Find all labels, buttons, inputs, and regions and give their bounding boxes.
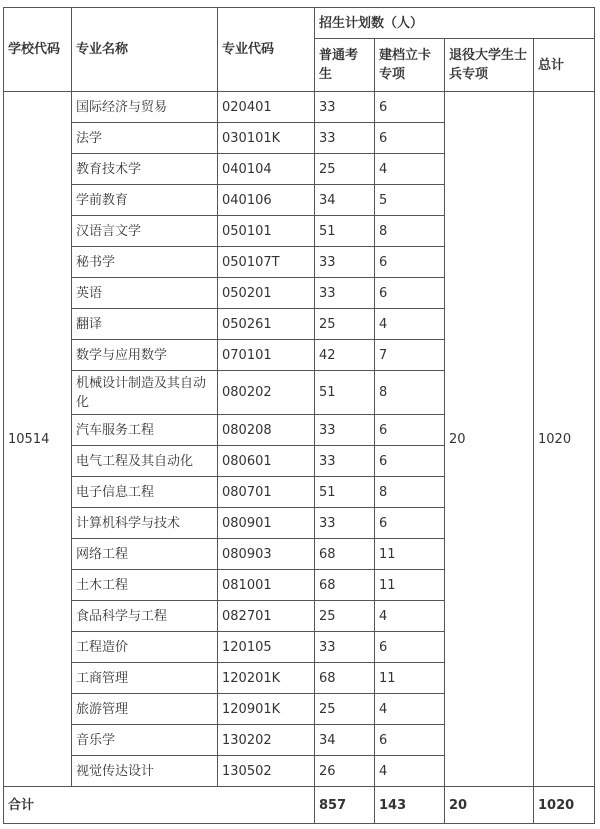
regular-count-cell: 25 (315, 154, 375, 185)
major-name-cell: 视觉传达设计 (72, 756, 218, 787)
regular-count-cell: 51 (315, 371, 375, 415)
major-code-cell: 050107T (218, 247, 315, 278)
major-name-cell: 电子信息工程 (72, 477, 218, 508)
major-code-cell: 070101 (218, 340, 315, 371)
poverty-count-cell: 6 (375, 632, 445, 663)
regular-count-cell: 33 (315, 508, 375, 539)
regular-count-cell: 33 (315, 415, 375, 446)
totals-label: 合计 (4, 787, 315, 824)
major-name-cell: 音乐学 (72, 725, 218, 756)
regular-count-cell: 33 (315, 247, 375, 278)
header-major-name: 专业名称 (72, 8, 218, 92)
major-code-cell: 130502 (218, 756, 315, 787)
header-poverty: 建档立卡专项 (375, 39, 445, 92)
poverty-count-cell: 7 (375, 340, 445, 371)
major-code-cell: 130202 (218, 725, 315, 756)
major-code-cell: 050201 (218, 278, 315, 309)
totals-row (4, 787, 595, 824)
regular-count-cell: 25 (315, 601, 375, 632)
poverty-count-cell: 11 (375, 570, 445, 601)
major-code-cell: 080901 (218, 508, 315, 539)
major-name-cell: 教育技术学 (72, 154, 218, 185)
poverty-count-cell: 4 (375, 154, 445, 185)
major-code-cell: 030101K (218, 123, 315, 154)
major-code-cell: 040104 (218, 154, 315, 185)
totals-poverty: 143 (375, 787, 445, 824)
poverty-count-cell: 6 (375, 508, 445, 539)
veteran-count-cell: 20 (445, 92, 534, 787)
major-code-cell: 040106 (218, 185, 315, 216)
major-name-cell: 数学与应用数学 (72, 340, 218, 371)
regular-count-cell: 68 (315, 570, 375, 601)
regular-count-cell: 33 (315, 446, 375, 477)
major-name-cell: 食品科学与工程 (72, 601, 218, 632)
regular-count-cell: 26 (315, 756, 375, 787)
totals-veteran: 20 (445, 787, 534, 824)
major-name-cell: 秘书学 (72, 247, 218, 278)
major-code-cell: 120901K (218, 694, 315, 725)
poverty-count-cell: 4 (375, 694, 445, 725)
poverty-count-cell: 5 (375, 185, 445, 216)
major-code-cell: 020401 (218, 92, 315, 123)
poverty-count-cell: 4 (375, 756, 445, 787)
major-code-cell: 080903 (218, 539, 315, 570)
major-code-cell: 080601 (218, 446, 315, 477)
major-name-cell: 电气工程及其自动化 (72, 446, 218, 477)
regular-count-cell: 33 (315, 92, 375, 123)
poverty-count-cell: 4 (375, 309, 445, 340)
poverty-count-cell: 6 (375, 123, 445, 154)
major-code-cell: 050261 (218, 309, 315, 340)
poverty-count-cell: 6 (375, 725, 445, 756)
major-name-cell: 英语 (72, 278, 218, 309)
major-name-cell: 工程造价 (72, 632, 218, 663)
major-name-cell: 土木工程 (72, 570, 218, 601)
major-name-cell: 计算机科学与技术 (72, 508, 218, 539)
regular-count-cell: 34 (315, 725, 375, 756)
major-code-cell: 081001 (218, 570, 315, 601)
header-school-code: 学校代码 (4, 8, 72, 92)
regular-count-cell: 33 (315, 278, 375, 309)
regular-count-cell: 68 (315, 663, 375, 694)
poverty-count-cell: 8 (375, 477, 445, 508)
major-name-cell: 国际经济与贸易 (72, 92, 218, 123)
school-code-cell: 10514 (4, 92, 72, 787)
regular-count-cell: 33 (315, 123, 375, 154)
major-name-cell: 法学 (72, 123, 218, 154)
major-code-cell: 082701 (218, 601, 315, 632)
totals-total: 1020 (534, 787, 595, 824)
table-row (4, 92, 595, 123)
total-count-cell: 1020 (534, 92, 595, 787)
poverty-count-cell: 6 (375, 247, 445, 278)
regular-count-cell: 51 (315, 216, 375, 247)
major-name-cell: 翻译 (72, 309, 218, 340)
regular-count-cell: 68 (315, 539, 375, 570)
major-name-cell: 旅游管理 (72, 694, 218, 725)
header-regular: 普通考生 (315, 39, 375, 92)
regular-count-cell: 42 (315, 340, 375, 371)
header-plan-group: 招生计划数（人） (315, 8, 595, 39)
poverty-count-cell: 11 (375, 539, 445, 570)
major-name-cell: 网络工程 (72, 539, 218, 570)
regular-count-cell: 25 (315, 694, 375, 725)
regular-count-cell: 51 (315, 477, 375, 508)
major-code-cell: 080208 (218, 415, 315, 446)
table-body (4, 92, 595, 787)
enrollment-plan-table (3, 7, 595, 824)
major-code-cell: 120105 (218, 632, 315, 663)
major-name-cell: 汉语言文学 (72, 216, 218, 247)
regular-count-cell: 25 (315, 309, 375, 340)
major-name-cell: 工商管理 (72, 663, 218, 694)
major-code-cell: 120201K (218, 663, 315, 694)
poverty-count-cell: 6 (375, 92, 445, 123)
header-total: 总计 (534, 39, 595, 92)
major-name-cell: 机械设计制造及其自动化 (72, 371, 218, 415)
major-code-cell: 080701 (218, 477, 315, 508)
major-name-cell: 汽车服务工程 (72, 415, 218, 446)
major-name-cell: 学前教育 (72, 185, 218, 216)
regular-count-cell: 33 (315, 632, 375, 663)
regular-count-cell: 34 (315, 185, 375, 216)
poverty-count-cell: 8 (375, 371, 445, 415)
major-code-cell: 050101 (218, 216, 315, 247)
totals-regular: 857 (315, 787, 375, 824)
poverty-count-cell: 6 (375, 415, 445, 446)
poverty-count-cell: 6 (375, 446, 445, 477)
poverty-count-cell: 4 (375, 601, 445, 632)
poverty-count-cell: 11 (375, 663, 445, 694)
major-code-cell: 080202 (218, 371, 315, 415)
header-veteran: 退役大学生士兵专项 (445, 39, 534, 92)
poverty-count-cell: 6 (375, 278, 445, 309)
poverty-count-cell: 8 (375, 216, 445, 247)
header-major-code: 专业代码 (218, 8, 315, 92)
